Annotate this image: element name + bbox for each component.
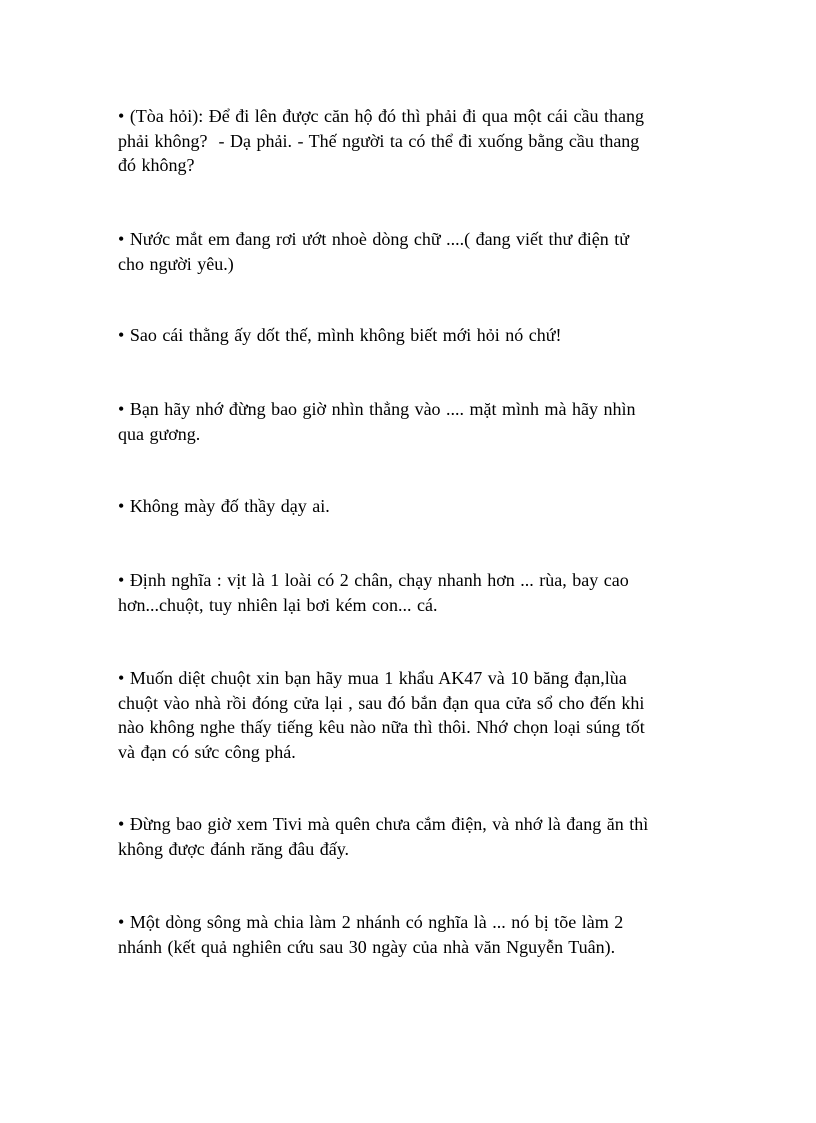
list-item-text: (Tòa hỏi): Để đi lên được căn hộ đó thì phải đi qua một cái cầu thang phải không? - Dạ phải. - Thế người ta có thể đi xuống bằng cầu thang đó không?: [118, 106, 644, 175]
list-item-text: Một dòng sông mà chia làm 2 nhánh có nghĩa là ... nó bị tõe làm 2 nhánh (kết quả nghiên cứu sau 30 ngày của nhà văn Nguyễn Tuân).: [118, 912, 624, 957]
list-item: [118, 323, 708, 348]
list-item-text: Bạn hãy nhớ đừng bao giờ nhìn thẳng vào .... mặt mình mà hãy nhìn qua gương.: [118, 399, 636, 444]
bullet-icon: •: [118, 496, 125, 516]
bullet-icon: •: [118, 668, 125, 688]
list-item: [118, 494, 708, 519]
bullet-icon: •: [118, 912, 125, 932]
bullet-icon: •: [118, 399, 125, 419]
bullet-icon: •: [118, 814, 125, 834]
list-item-text: Nước mắt em đang rơi ướt nhoè dòng chữ ....( đang viết thư điện tử cho người yêu.): [118, 229, 630, 274]
bullet-icon: •: [118, 106, 125, 126]
list-item-text: Không mày đố thầy dạy ai.: [129, 496, 330, 516]
list-item-text: Muốn diệt chuột xin bạn hãy mua 1 khẩu AK47 và 10 băng đạn,lùa chuột vào nhà rồi đóng cửa lại , sau đó bắn đạn qua cửa sổ cho đến khi nào không nghe thấy tiếng kêu nào nữa thì thôi. Nhớ chọn loại súng tốt và đạn có sức công phá.: [118, 668, 645, 762]
bullet-icon: •: [118, 570, 125, 590]
list-item: [118, 666, 708, 764]
list-item-text: Sao cái thằng ấy dốt thế, mình không biết mới hỏi nó chứ!: [129, 325, 562, 345]
list-item-text: Định nghĩa : vịt là 1 loài có 2 chân, chạy nhanh hơn ... rùa, bay cao hơn...chuột, tuy nhiên lại bơi kém con... cá.: [118, 570, 629, 615]
list-item: [118, 812, 708, 861]
list-item: [118, 568, 708, 617]
list-item: [118, 397, 708, 446]
bullet-icon: •: [118, 325, 125, 345]
list-item-text: Đừng bao giờ xem Tivi mà quên chưa cắm điện, và nhớ là đang ăn thì không được đánh răng đâu đấy.: [118, 814, 649, 859]
bullet-icon: •: [118, 229, 125, 249]
list-item: [118, 104, 708, 178]
list-item: [118, 227, 708, 276]
list-item: [118, 910, 708, 959]
